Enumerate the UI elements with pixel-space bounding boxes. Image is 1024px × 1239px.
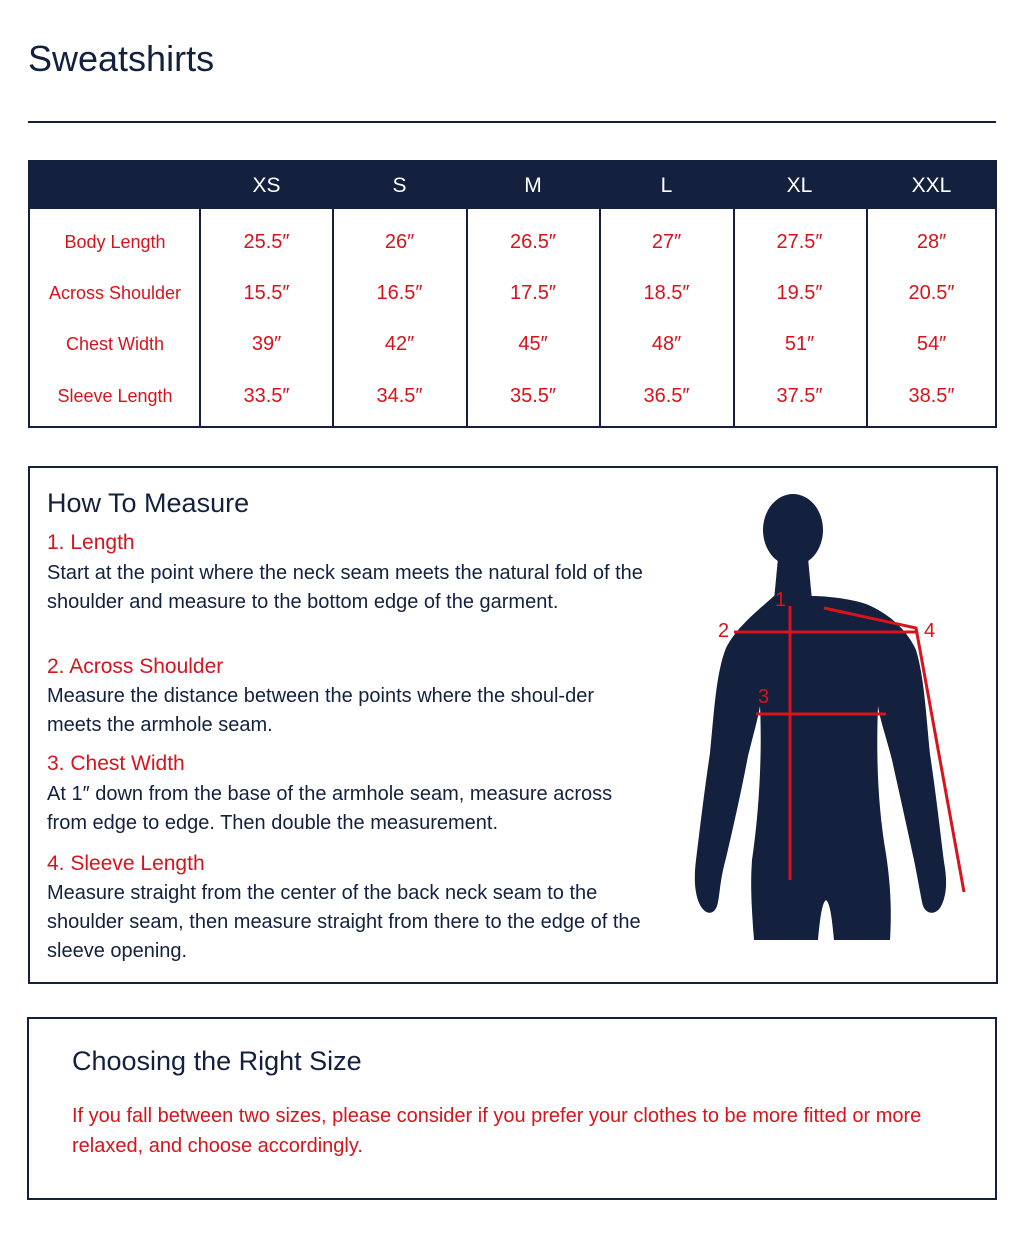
table-cell: 25.5″	[243, 231, 290, 253]
table-cell: 16.5″	[376, 282, 423, 304]
table-cell: 17.5″	[509, 282, 556, 304]
figure-label-3: 3	[758, 686, 770, 708]
body-measurement-figure	[690, 488, 980, 948]
table-cell: 42″	[384, 333, 415, 355]
table-cell: 37.5″	[776, 385, 823, 407]
table-cell: 15.5″	[243, 282, 290, 304]
table-cell: 38.5″	[908, 385, 955, 407]
measure-item-text-chest-width: At 1″ down from the base of the armhole seam, measure across from edge to edge. Then double the measurement.	[47, 783, 613, 834]
table-cell: 26.5″	[509, 231, 556, 253]
table-cell: 51″	[784, 333, 815, 355]
page-title: Sweatshirts	[28, 38, 215, 79]
table-cell: 39″	[251, 333, 282, 355]
measure-item-title-sleeve-length: 4. Sleeve Length	[47, 852, 205, 875]
figure-label-4: 4	[924, 620, 936, 642]
row-label-across-shoulder: Across Shoulder	[48, 283, 182, 303]
table-cell: 27.5″	[776, 231, 823, 253]
row-label-chest-width: Chest Width	[65, 334, 165, 354]
table-cell: 34.5″	[376, 385, 423, 407]
measure-item-text-sleeve-length: Measure straight from the center of the back neck seam to the shoulder seam, then measure straight from there to the edge of the sleeve opening.	[47, 882, 641, 962]
table-cell: 45″	[518, 333, 548, 355]
size-table	[28, 160, 997, 428]
how-to-measure-title: How To Measure	[47, 488, 250, 518]
measure-item-title-across-shoulder: 2. Across Shoulder	[47, 655, 224, 678]
size-header-s: S	[392, 174, 407, 197]
table-cell: 35.5″	[509, 385, 556, 407]
size-header-m: M	[524, 174, 542, 197]
table-cell: 36.5″	[643, 385, 690, 407]
figure-label-1: 1	[775, 589, 787, 611]
figure-label-2: 2	[718, 620, 730, 642]
size-header-xl: XL	[786, 174, 813, 197]
table-cell: 27″	[651, 231, 682, 253]
measure-item-text-across-shoulder: Measure the distance between the points where the shoul-der meets the armhole seam.	[47, 685, 595, 736]
row-label-sleeve-length: Sleeve Length	[57, 386, 173, 406]
human-silhouette-icon	[695, 494, 946, 940]
table-header	[30, 162, 995, 209]
title-divider	[28, 121, 996, 123]
size-header-xxl: XXL	[911, 174, 952, 197]
measure-item-text-length: Start at the point where the neck seam meets the natural fold of the shoulder and measure to the bottom edge of the garment.	[47, 562, 643, 613]
choosing-size-title: Choosing the Right Size	[72, 1046, 362, 1076]
choosing-size-text: If you fall between two sizes, please consider if you prefer your clothes to be more fitted or more relaxed, and choose accordingly.	[72, 1105, 922, 1157]
table-cell: 18.5″	[643, 282, 690, 304]
table-cell: 33.5″	[243, 385, 290, 407]
measure-item-title-chest-width: 3. Chest Width	[47, 752, 185, 775]
measure-item-title-length: 1. Length	[47, 531, 135, 554]
size-header-l: L	[660, 174, 673, 197]
table-cell: 20.5″	[908, 282, 955, 304]
table-cell: 54″	[916, 333, 947, 355]
table-cell: 48″	[651, 333, 682, 355]
table-cell: 26″	[384, 231, 415, 253]
table-cell: 19.5″	[776, 282, 823, 304]
row-label-body-length: Body Length	[64, 232, 166, 252]
size-header-xs: XS	[252, 174, 281, 197]
table-cell: 28″	[916, 231, 947, 253]
